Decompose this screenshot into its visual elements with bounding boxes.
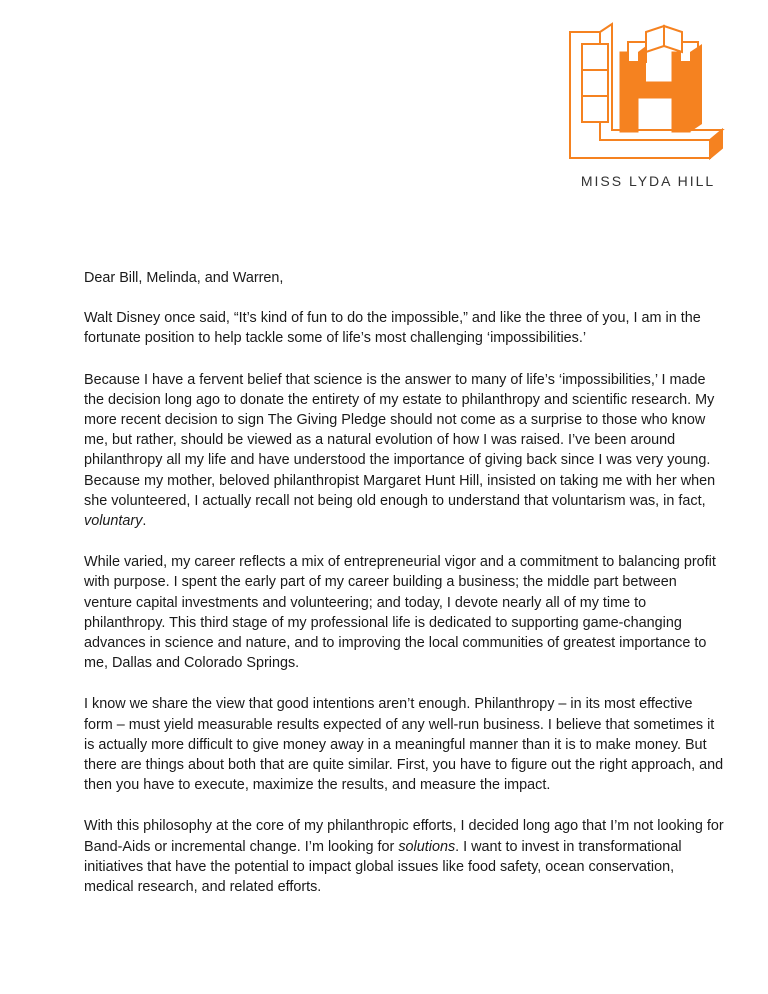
- paragraph-career: While varied, my career reflects a mix of entrepreneurial vigor and a commitment to balancing profit with purpose. I spent the early part of my career building a business; the middle part between venture capital investments and volunteering; and today, I devote nearly all of my time to philanthropy. This third stage of my professional life is dedicated to supporting game-changing advances in science and nature, and to improving the local communities of greatest importance to me, Dallas and Colorado Springs.: [84, 554, 716, 672]
- letter-body: [84, 268, 724, 918]
- org-name: MISS LYDA HILL: [580, 173, 716, 189]
- italic-text: solutions: [398, 838, 456, 855]
- lh-monogram-logo-icon: [560, 22, 730, 172]
- paragraph-science-belief: [84, 370, 724, 532]
- paragraph-text: Because I have a fervent belief that science is the answer to many of life’s ‘impossibilities,’ I made the decision long ago to donate the entirety of my estate to philanthropy and scientific research. My more recent decision to sign The Giving Pledge should not come as a surprise to those who know me, but rather, should be viewed as a natural evolution of how I was raised. I’ve been around philanthropy all my life and have understood the importance of giving back since I was very young. Because my mother, beloved philanthropist Margaret Hunt Hill, insisted on taking me with her when she volunteered, I actually recall not being old enough to understand that voluntarism was, in fact,: [84, 371, 716, 509]
- salutation: Dear Bill, Melinda, and Warren,: [84, 270, 284, 286]
- paragraph-disney-quote: Walt Disney once said, “It’s kind of fun to do the impossible,” and like the three of you, I am in the fortunate position to help tackle some of life’s most challenging ‘impossibilities.’: [84, 310, 701, 347]
- paragraph-text: .: [142, 513, 147, 530]
- italic-text: voluntary: [84, 513, 143, 530]
- letterhead: [560, 22, 730, 197]
- paragraph-text: With this philosophy at the core of my philanthropic efforts, I decided long ago that I’m not looking for Band-Aids or incremental change. I’m looking for: [84, 818, 724, 855]
- paragraph-good-intentions: I know we share the view that good intentions aren’t enough. Philanthropy – in its most effective form – must yield measurable results expected of any well-run business. I believe that sometimes it is actually more difficult to give money away in a meaningful manner than it is to make money. But there are things about both that are quite similar. First, you have to figure out the right approach, and then you have to execute, maximize the results, and measure the impact.: [84, 696, 724, 794]
- paragraph-text: . I want to invest in transformational initiatives that have the potential to impact global issues like food safety, ocean conservation, medical research, and related efforts.: [84, 838, 682, 896]
- paragraph-philosophy: [84, 816, 724, 897]
